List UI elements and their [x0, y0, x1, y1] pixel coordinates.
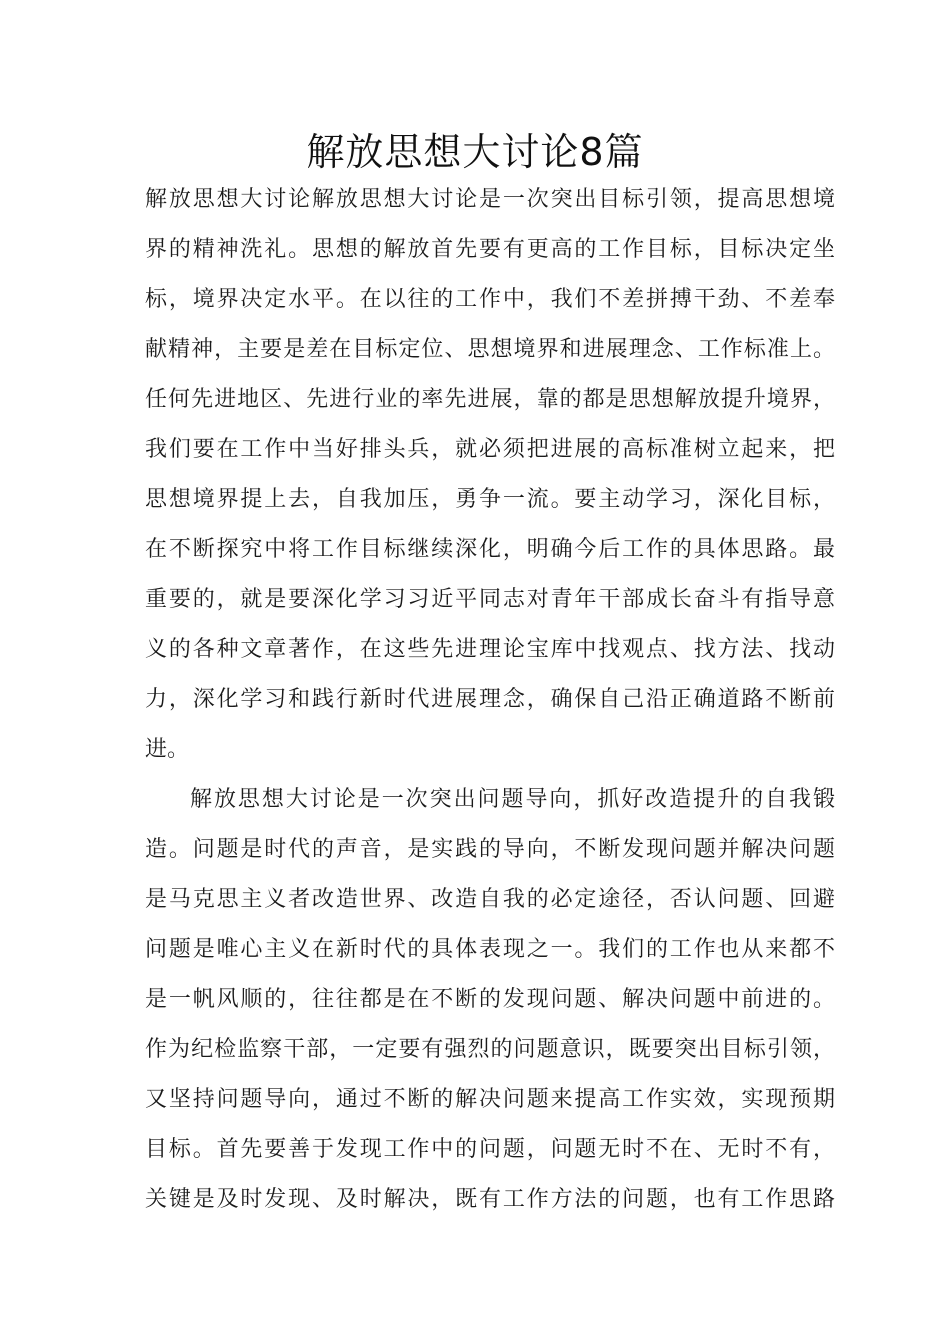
- text-line: 进。: [145, 737, 190, 762]
- text-line: 在不断探究中将工作目标继续深化，明确今后工作的具体思路。最: [145, 537, 835, 562]
- text-line: 目标。首先要善于发现工作中的问题，问题无时不在、无时不有，: [145, 1137, 835, 1162]
- text-line: 我们要在工作中当好排头兵，就必须把进展的高标准树立起来，把: [145, 437, 835, 462]
- text-line: 力，深化学习和践行新时代进展理念，确保自己沿正确道路不断前: [145, 687, 835, 712]
- text-line: 界的精神洗礼。思想的解放首先要有更高的工作目标，目标决定坐: [145, 237, 835, 262]
- text-line: 义的各种文章著作，在这些先进理论宝库中找观点、找方法、找动: [145, 637, 835, 662]
- text-line: 又坚持问题导向，通过不断的解决问题来提高工作实效，实现预期: [145, 1087, 835, 1112]
- text-line: 是马克思主义者改造世界、改造自我的必定途径，否认问题、回避: [145, 887, 835, 912]
- text-line: 献精神，主要是差在目标定位、思想境界和进展理念、工作标准上。: [145, 337, 835, 362]
- text-line: 作为纪检监察干部，一定要有强烈的问题意识，既要突出目标引领，: [145, 1037, 835, 1062]
- text-line: 思想境界提上去，自我加压，勇争一流。要主动学习，深化目标，: [145, 487, 835, 512]
- text-line: 是一帆风顺的，往往都是在不断的发现问题、解决问题中前进的。: [145, 987, 835, 1012]
- document-title: 解放思想大讨论8篇: [306, 130, 644, 174]
- text-line: 问题是唯心主义在新时代的具体表现之一。我们的工作也从来都不: [145, 937, 835, 962]
- text-line: 重要的，就是要深化学习习近平同志对青年干部成长奋斗有指导意: [145, 587, 835, 612]
- text-line: 造。问题是时代的声音，是实践的导向，不断发现问题并解决问题: [145, 837, 835, 862]
- text-line: 解放思想大讨论是一次突出问题导向，抓好改造提升的自我锻: [190, 787, 835, 812]
- text-line: 任何先进地区、先进行业的率先进展，靠的都是思想解放提升境界，: [145, 387, 835, 412]
- text-line: 解放思想大讨论解放思想大讨论是一次突出目标引领，提高思想境: [145, 187, 835, 212]
- text-line: 关键是及时发现、及时解决，既有工作方法的问题，也有工作思路: [145, 1187, 835, 1212]
- text-line: 标，境界决定水平。在以往的工作中，我们不差拼搏干劲、不差奉: [145, 287, 835, 312]
